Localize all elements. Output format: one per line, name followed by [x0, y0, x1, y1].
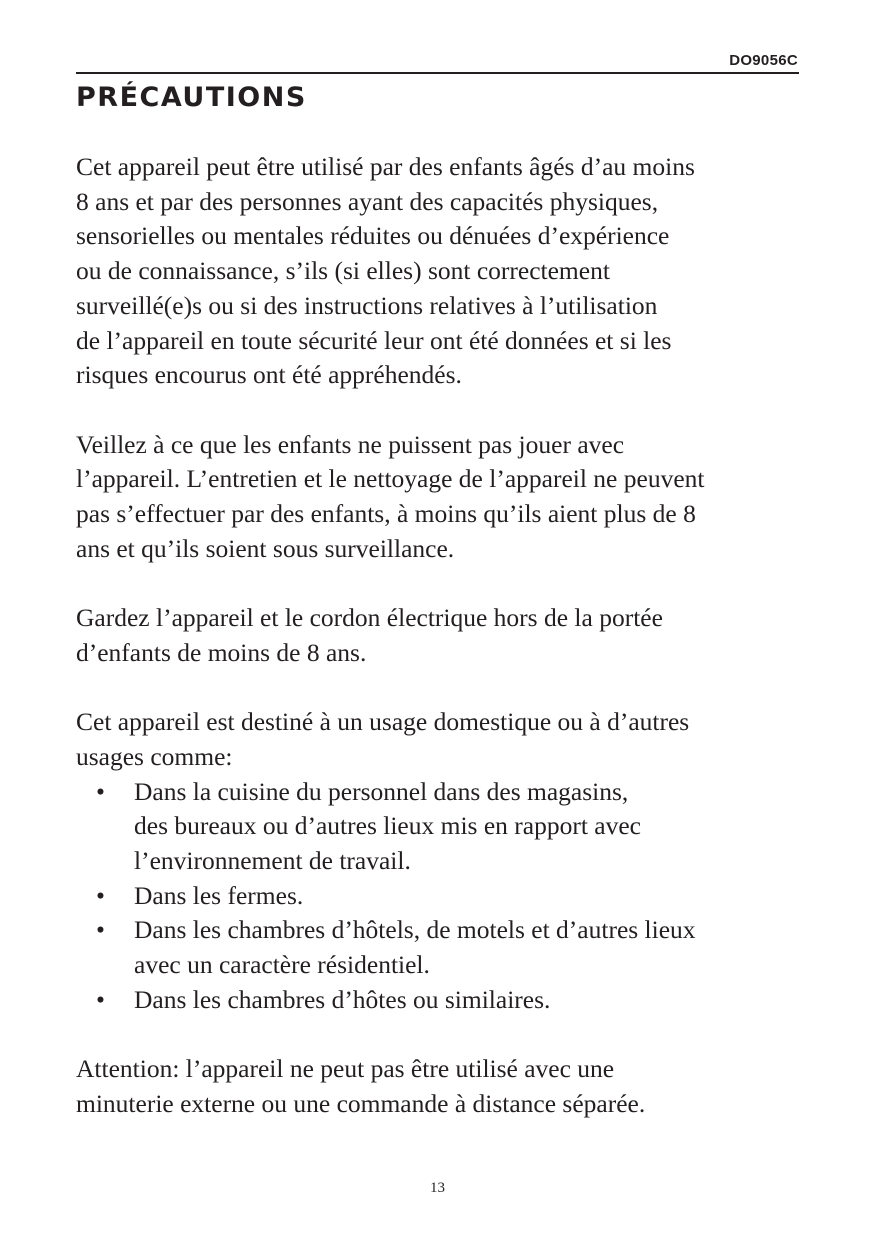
text-line: Gardez l’appareil et le cordon électrique hors de la portée [76, 603, 663, 633]
text-line: usages comme: [76, 741, 233, 771]
main-content [76, 150, 804, 1156]
text-line: minuterie externe ou une commande à distance séparée. [76, 1088, 646, 1118]
page-title: PRÉCAUTIONS [76, 82, 307, 113]
text-line: l’appareil. L’entretien et le nettoyage de l’appareil ne peuvent [76, 464, 705, 494]
paragraph-usage-conditions [76, 150, 804, 393]
text-line: ou de connaissance, s’ils (si elles) sont correctement [76, 256, 610, 286]
text-line: pas s’effectuer par des enfants, à moins qu’ils aient plus de 8 [76, 499, 696, 529]
text-line: Dans les fermes. [134, 880, 304, 910]
usage-list [76, 775, 804, 1018]
paragraph-intended-use [76, 705, 804, 774]
text-line: d’enfants de moins de 8 ans. [76, 637, 367, 667]
header-rule [76, 72, 799, 74]
text-line: 8 ans et par des personnes ayant des capacités physiques, [76, 186, 659, 216]
model-code: DO9056C [729, 52, 798, 69]
text-line: avec un caractère résidentiel. [134, 950, 430, 980]
text-line: ans et qu’ils soient sous surveillance. [76, 533, 455, 563]
text-line: Veillez à ce que les enfants ne puissent pas jouer avec [76, 429, 625, 459]
text-line: Dans les chambres d’hôtels, de motels et d’autres lieux [134, 915, 696, 945]
bullet-icon: • [96, 984, 105, 1014]
text-line: Attention: l’appareil ne peut pas être utilisé avec une [76, 1054, 615, 1084]
list-item [76, 879, 804, 914]
text-line: sensorielles ou mentales réduites ou dénuées d’expérience [76, 221, 670, 251]
bullet-icon: • [96, 776, 105, 806]
list-item [76, 775, 804, 879]
bullet-icon: • [96, 915, 105, 945]
text-line: des bureaux ou d’autres lieux mis en rapport avec [134, 811, 641, 841]
paragraph-attention [76, 1052, 804, 1121]
text-line: Cet appareil est destiné à un usage domestique ou à d’autres [76, 707, 690, 737]
text-line: de l’appareil en toute sécurité leur ont été données et si les [76, 325, 672, 355]
list-item [76, 913, 804, 982]
paragraph-keep-away [76, 601, 804, 670]
list-item [76, 983, 804, 1018]
text-line: risques encourus ont été appréhendés. [76, 360, 462, 390]
bullet-icon: • [96, 880, 105, 910]
text-line: surveillé(e)s ou si des instructions relatives à l’utilisation [76, 290, 658, 320]
text-line: Cet appareil peut être utilisé par des enfants âgés d’au moins [76, 152, 695, 181]
text-line: l’environnement de travail. [134, 846, 411, 876]
text-line: Dans la cuisine du personnel dans des magasins, [134, 776, 629, 806]
paragraph-children-supervision [76, 428, 804, 567]
page-number: 13 [430, 1180, 445, 1196]
text-line: Dans les chambres d’hôtes ou similaires. [134, 984, 551, 1014]
